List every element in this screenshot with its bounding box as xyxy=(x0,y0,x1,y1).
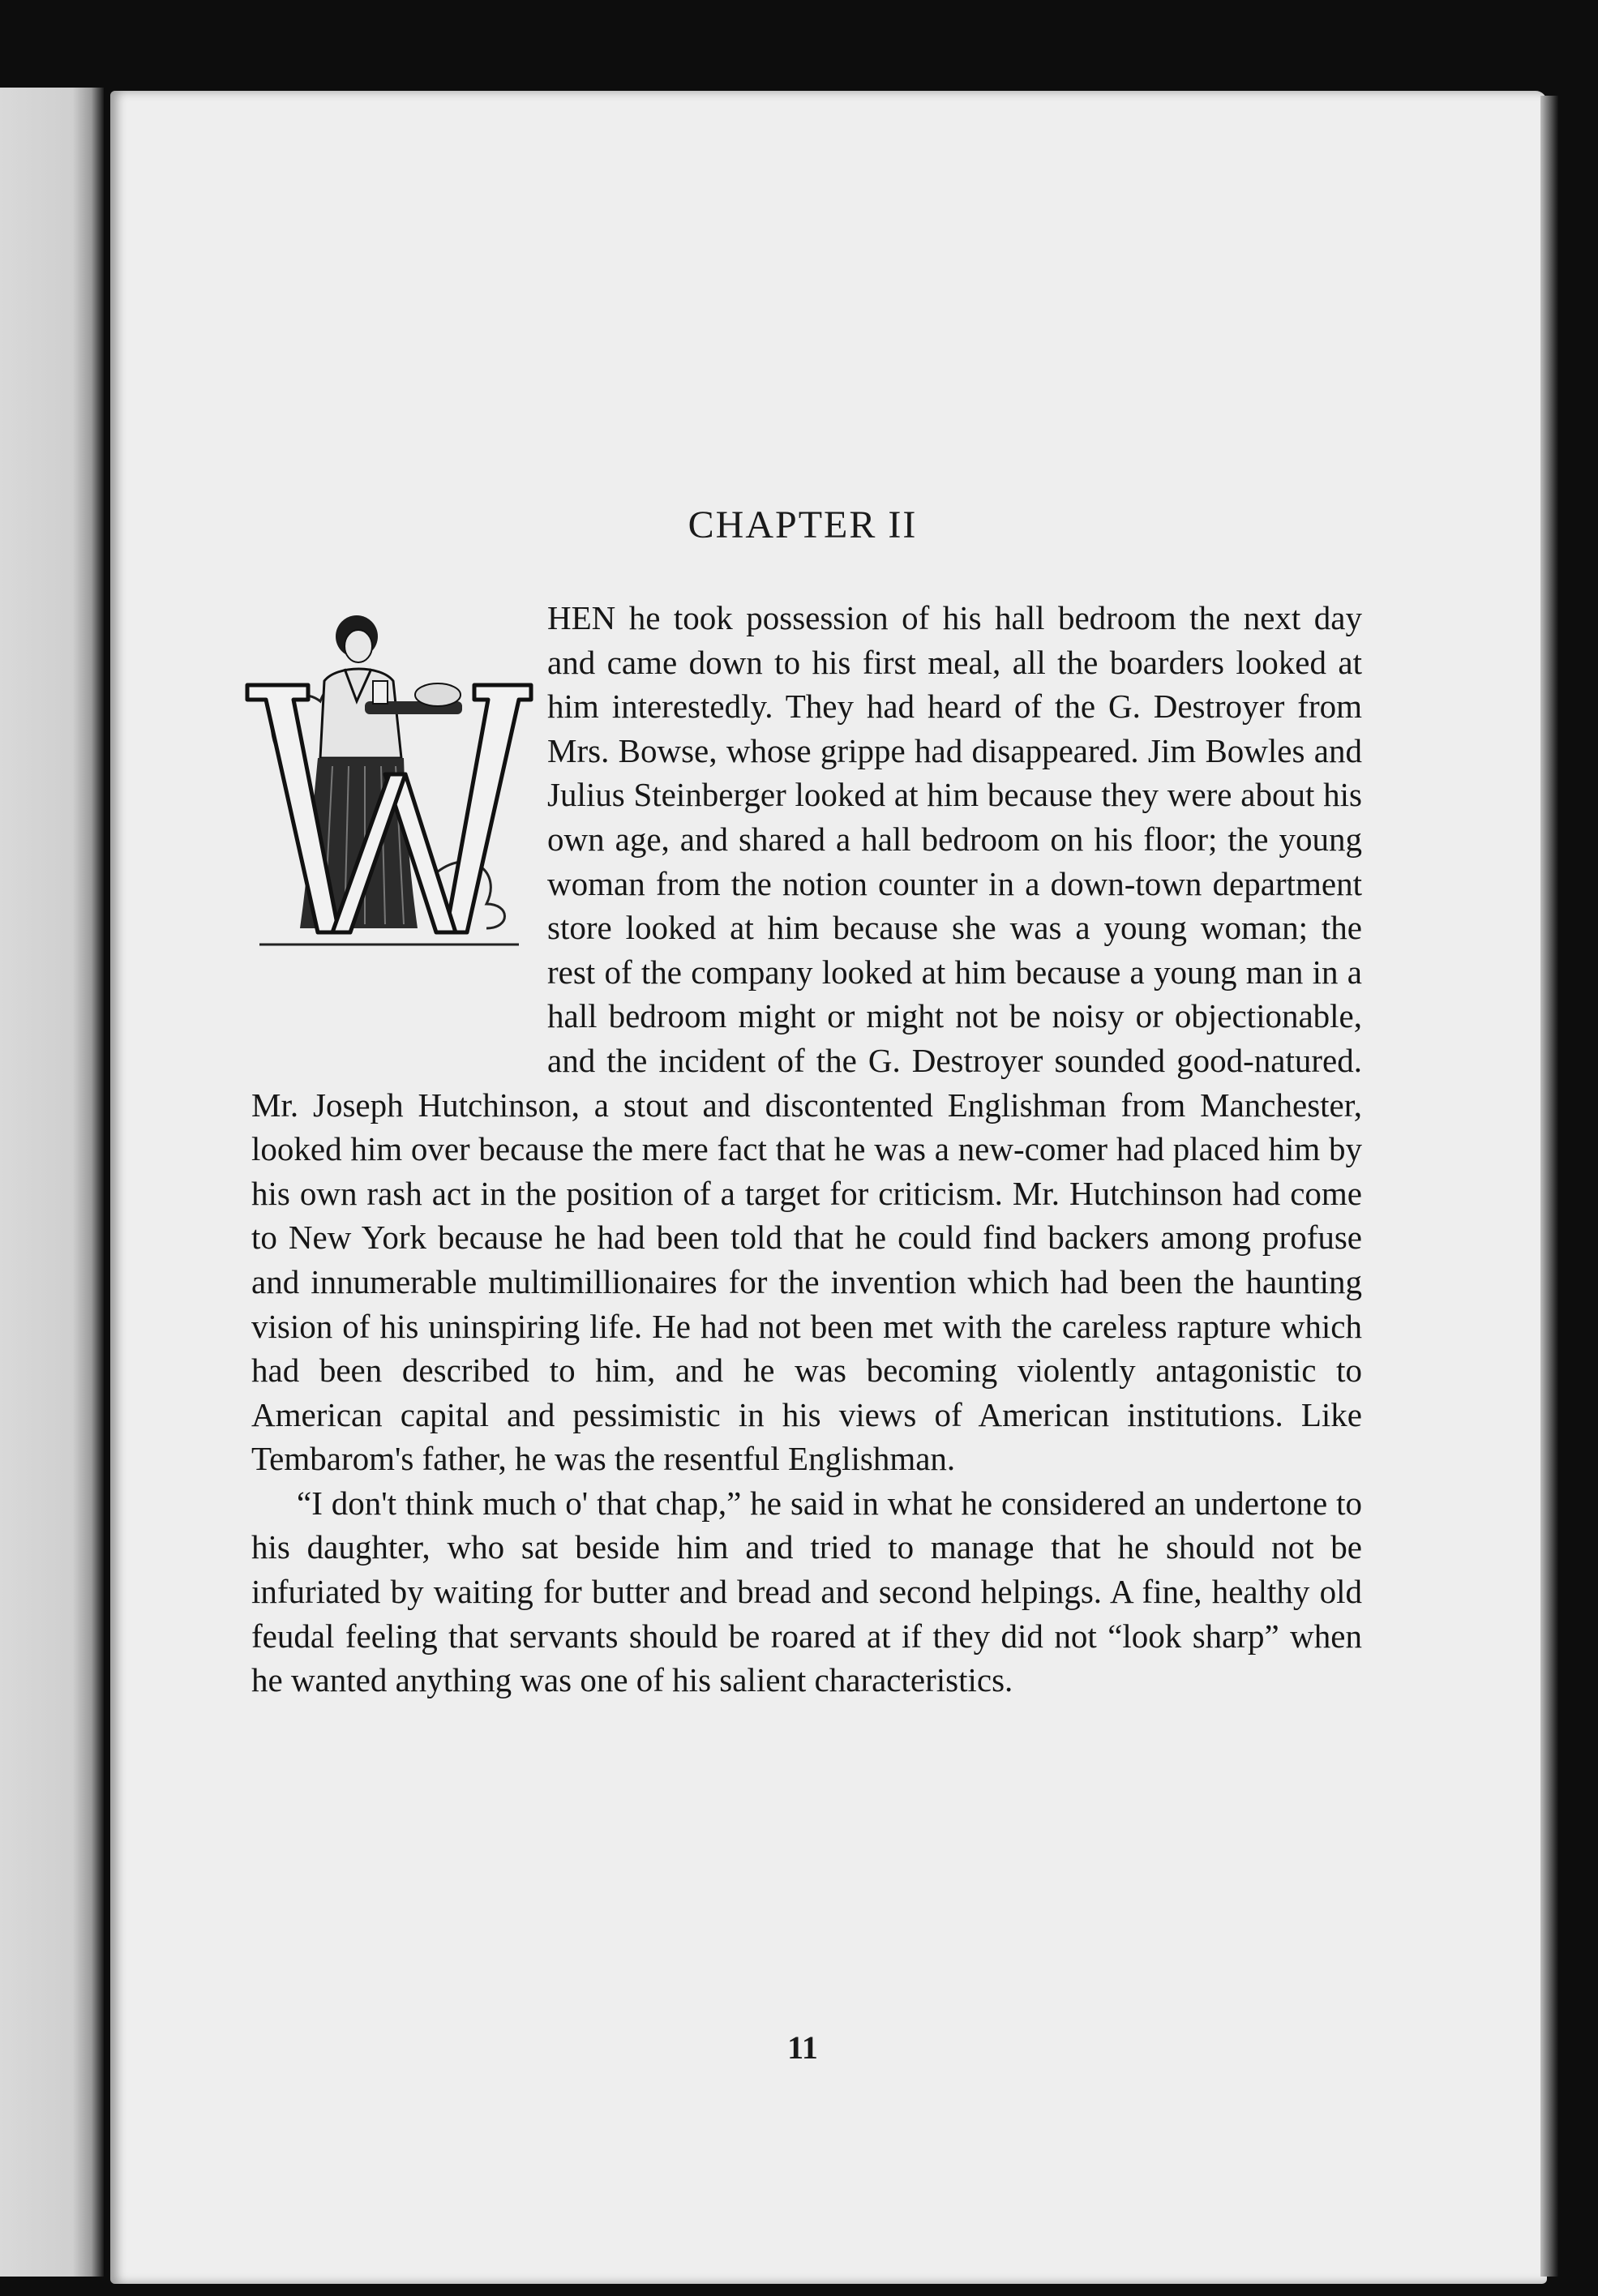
chapter-body xyxy=(251,596,1362,1703)
page-edge-shadow xyxy=(1540,96,1558,2277)
page-number: 11 xyxy=(787,2029,818,2066)
paragraph-1: HEN he took possession of his hall bedroom the next day and came down to his first meal, all the boarders looked at him interestedly. They had heard of the G. Destroyer from Mrs. Bowse, whose grippe had disappeared. Jim Bowles and Julius Steinberger looked at him because they were about his own age, and shared a hall bedroom on his floor; the young woman from the notion counter in a down-town department store looked at him because she was a young woman; the rest of the company looked at him because a young man in a hall bedroom might or might not be noisy or objectionable, and the incident of the G. Destroyer sounded good-natured. Mr. Joseph Hutchinson, a stout and discontented Englishman from Manchester, looked him over because the mere fact that he was a new-comer had placed him by his own rash act in the position of a target for criticism. Mr. Hutchinson had come to New York because he had been told that he could find backers among profuse and innumerable multimillionaires for the invention which had been the haunting vision of his uninspiring life. He had not been met with the careless rapture which had been described to him, and he was becoming violently antagonistic to American capital and pessimistic in his views of American institutions. Like Tembarom's father, he was the resentful Englishman. xyxy=(251,599,1362,1478)
chapter-heading: CHAPTER II xyxy=(688,503,918,546)
facing-page-edge xyxy=(0,88,104,2277)
dropcap-space xyxy=(251,596,547,1039)
paragraph-2: “I don't think much o' that chap,” he said in what he considered an undertone to his daughter, who sat beside him and tried to manage that he should not be infuriated by waiting for butter and bread and second helpings. A fine, healthy old feudal feeling that servants should be roared at if they did not “look sharp” when he wanted anything was one of his salient characteristics. xyxy=(251,1484,1362,1699)
